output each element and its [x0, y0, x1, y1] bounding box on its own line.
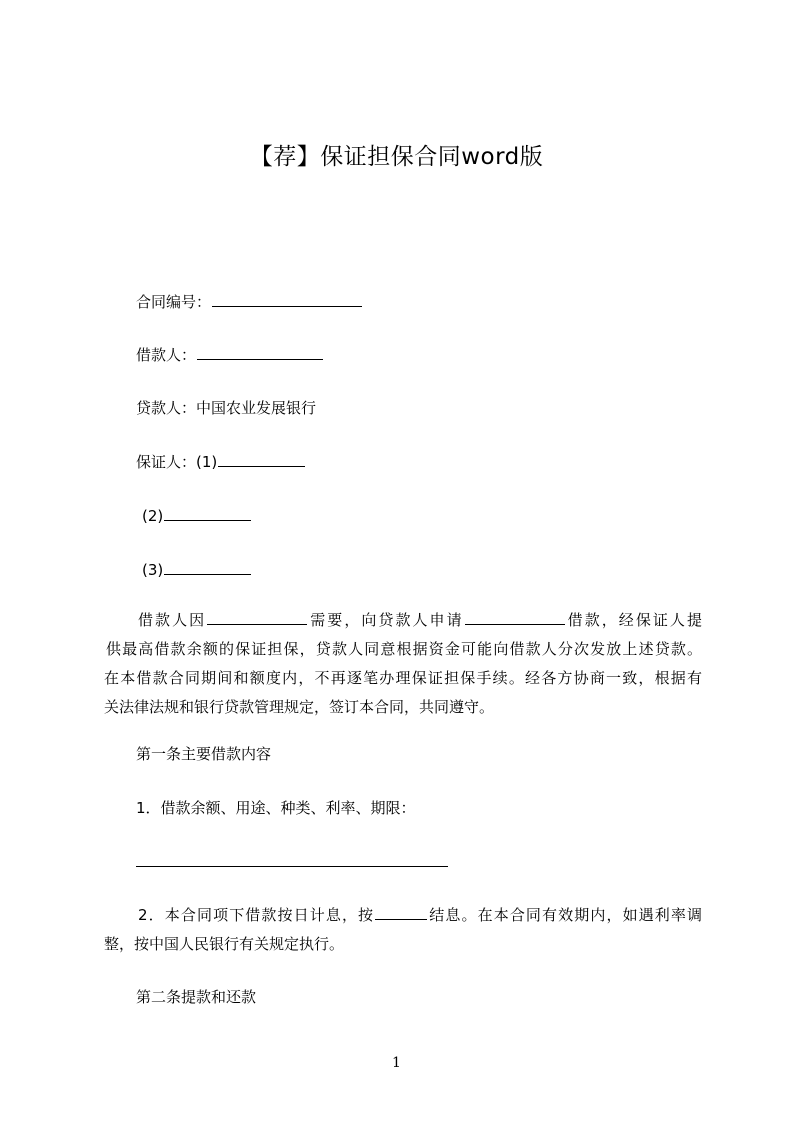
guarantor-2-label-text: (2)	[142, 507, 164, 525]
item-2-text-a: 2．本合同项下借款按日计息，按	[138, 906, 375, 924]
guarantor-1-blank	[218, 450, 305, 467]
article-1-item-2-line-1	[104, 901, 702, 930]
guarantor-1-label: 保证人：(1)	[136, 453, 218, 471]
intro-blank-purpose	[207, 608, 307, 625]
intro-text-b: 需要，向贷款人申请	[308, 611, 464, 629]
borrower-line	[136, 343, 324, 366]
page-number: 1	[392, 1055, 401, 1071]
article-1-item-1: 1．借款余额、用途、种类、利率、期限：	[136, 799, 416, 817]
article-2-heading: 第二条提款和还款	[136, 988, 257, 1006]
guarantor-1-line	[136, 450, 306, 473]
item-2-blank-settlement	[375, 903, 427, 920]
item-2-text-b: 结息。在本合同有效期内，如遇利率调	[428, 906, 702, 924]
borrower-blank	[197, 343, 323, 360]
intro-line-1	[104, 606, 702, 635]
guarantor-3-blank	[164, 558, 251, 575]
guarantor-2-blank	[164, 504, 251, 521]
article-1-item-2	[104, 901, 702, 959]
guarantor-2-line	[142, 504, 252, 527]
guarantor-3-label: (3)	[142, 561, 164, 579]
document-title: 【荐】保证担保合同word版	[249, 144, 544, 170]
intro-paragraph	[104, 606, 702, 722]
contract-number-line	[136, 290, 363, 313]
borrower-label: 借款人：	[136, 346, 197, 364]
intro-text-c: 借款，经保证人提	[565, 611, 702, 629]
guarantor-3-line	[142, 558, 252, 581]
contract-number-label: 合同编号：	[136, 293, 212, 311]
contract-number-blank	[212, 290, 362, 307]
intro-line-2: 供最高借款余额的保证担保，贷款人同意根据资金可能向借款人分次发放上述贷款。	[106, 640, 702, 658]
article-1-item-2-line-2: 整，按中国人民银行有关规定执行。	[104, 935, 345, 953]
intro-text-a: 借款人因	[138, 611, 207, 629]
intro-line-3: 在本借款合同期间和额度内，不再逐笔办理保证担保手续。经各方协商一致，根据有	[104, 669, 702, 687]
lender-line: 贷款人：中国农业发展银行	[136, 399, 317, 417]
article-1-heading: 第一条主要借款内容	[136, 745, 272, 763]
intro-blank-amount	[465, 608, 565, 625]
intro-line-4: 关法律法规和银行贷款管理规定，签订本合同，共同遵守。	[104, 698, 495, 716]
article-1-item-1-blank	[136, 866, 448, 867]
